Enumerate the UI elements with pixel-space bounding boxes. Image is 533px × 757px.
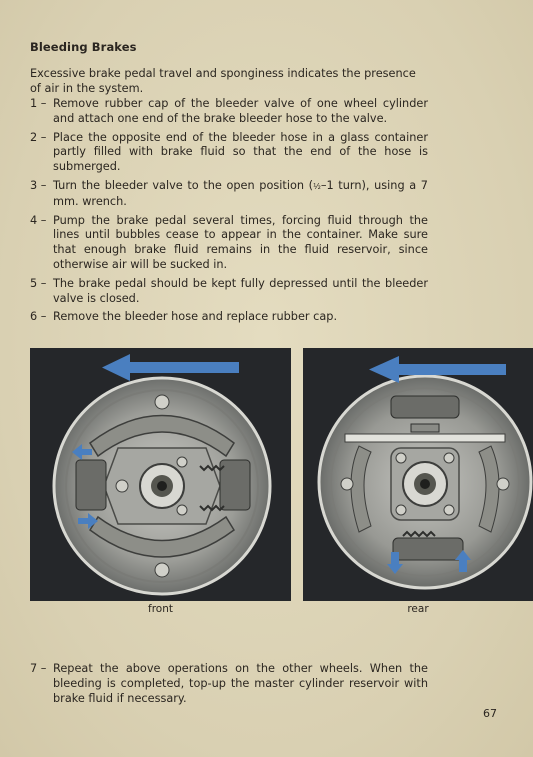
step-number: 7 – [30, 662, 47, 675]
step-number: 3 – [30, 178, 47, 192]
front-brake-drawing [30, 348, 291, 601]
step-6 [30, 310, 428, 325]
rear-brake-drawing [303, 348, 533, 601]
step-4 [30, 214, 428, 273]
step-text: Pump the brake pedal several times, forcing fluid through the lines until bubbles cease to appear in the container. Make sure that enough brake fluid remains in the fluid reservoir, since otherwise air will be sucked in. [53, 213, 428, 271]
rear-caption: rear [407, 603, 429, 615]
step-2 [30, 131, 428, 175]
fraction: ½ [313, 181, 321, 191]
step-7 [30, 662, 428, 706]
step-text: The brake pedal should be kept fully depressed until the bleeder valve is closed. [53, 276, 428, 305]
front-caption: front [148, 603, 173, 615]
page-number: 67 [483, 707, 497, 720]
step-text: Place the opposite end of the bleeder hose in a glass container partly filled with brake fluid so that the end of the hose is submerged. [53, 130, 428, 174]
step-text [53, 179, 428, 210]
step-5 [30, 277, 428, 307]
section-title: Bleeding Brakes [30, 40, 137, 54]
step-number: 2 – [30, 130, 47, 144]
step-text-part: –1 turn), using a 7 mm. wrench. [53, 178, 428, 208]
step-1 [30, 97, 428, 127]
rear-brake-photo [303, 348, 533, 601]
step-text: Repeat the above operations on the other wheels. When the bleeding is completed, top-up the master cylinder reservoir with brake fluid if necessary. [53, 662, 428, 705]
step-number: 5 – [30, 276, 47, 290]
step-text: Remove rubber cap of the bleeder valve of one wheel cylinder and attach one end of the brake bleeder hose to the valve. [53, 97, 428, 125]
front-brake-photo [30, 348, 291, 601]
step-text-part: Turn the bleeder valve to the open position ( [53, 178, 314, 192]
steps-list [30, 97, 428, 329]
intro-paragraph: Excessive brake pedal travel and sponginess indicates the presence of air in the system. [30, 67, 416, 95]
step-number: 6 – [30, 310, 47, 324]
step-3 [30, 179, 428, 210]
step-text: Remove the bleeder hose and replace rubber cap. [53, 310, 338, 324]
step-number: 1 – [30, 97, 47, 110]
step-number: 4 – [30, 213, 47, 227]
